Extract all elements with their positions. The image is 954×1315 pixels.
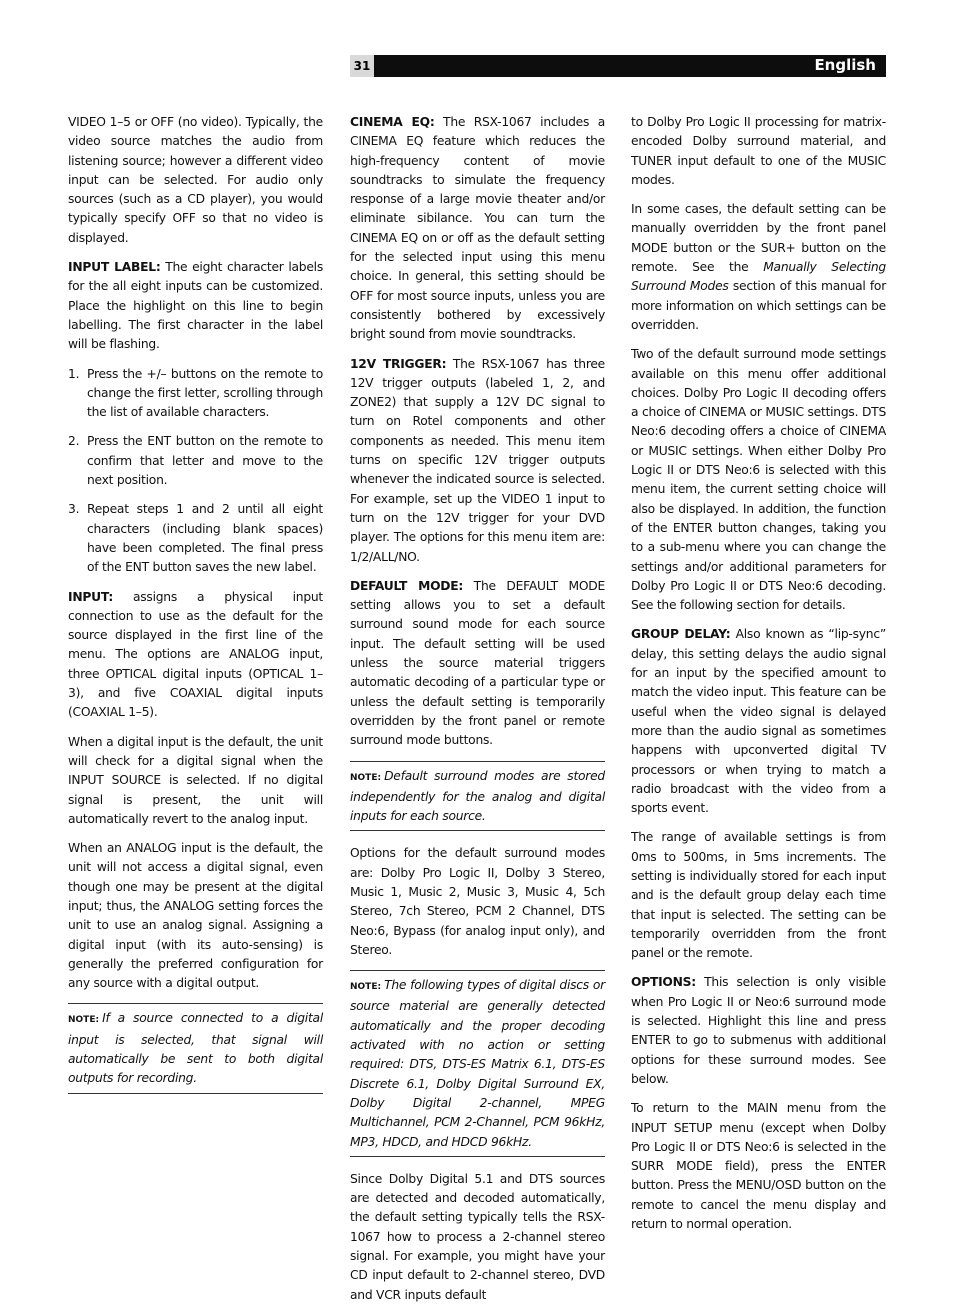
label-steps-list <box>68 365 323 578</box>
paragraph-12v-trigger: 12V TRIGGER: The RSX-1067 has three 12V trigger outputs (labeled 1, 2, and ZONE2) that supply a 12V DC signal to turn on Rotel components and other components as needed. This menu item turns on specific 12V trigger outputs whenever the indicated source is selected. For example, set up the VIDEO 1 input to turn on the 12V trigger for your DVD player. The options for this menu item are: 1/2/ALL/NO. <box>350 356 605 564</box>
paragraph-analog-default: When an ANALOG input is the default, the unit will not access a digital signal, even though one may be present at the digital input; thus, the ANALOG setting forces the unit to use an analog signal. Assigning a digital input (with its auto-sensing) is generally the preferred configuration for any source with a digital output. <box>68 841 323 991</box>
column-2 <box>350 113 605 1315</box>
list-item: 3. Repeat steps 1 and 2 until all eight characters (including blank spaces) have been completed. The final press of the ENT button saves the new label. <box>68 502 323 575</box>
heading-12v-trigger: 12V TRIGGER: <box>350 356 447 371</box>
paragraph-since-dolby: Since Dolby Digital 5.1 and DTS sources are detected and decoded automatically, the default setting typically tells the RSX-1067 how to process a 2-channel stereo signal. For example, you might have your CD input default to 2-channel stereo, DVD and VCR inputs default <box>350 1171 605 1302</box>
page-header-bar <box>350 55 886 77</box>
note-digital-outputs: NOTE: If a source connected to a digital input is selected, that signal will automatically be sent to both digital outputs for recording. <box>68 1003 323 1093</box>
paragraph-video-source: VIDEO 1–5 or OFF (no video). Typically, the video source matches the audio from listening source; however a different video input can be selected. For audio only sources (such as a CD player), you would typically specify OFF so that no video is displayed. <box>68 115 323 245</box>
language-label: English <box>814 56 876 74</box>
page-number: 31 <box>350 55 374 77</box>
column-1 <box>68 113 323 1107</box>
paragraph-continued: to Dolby Pro Logic II processing for matrix-encoded Dolby surround material, and TUNER input default to one of the MUSIC modes. <box>631 115 886 187</box>
paragraph-default-mode: DEFAULT MODE: The DEFAULT MODE setting allows you to set a default surround sound mode for each source input. The default setting will be used unless the source material triggers automatic decoding of a particular type or unless the default setting is temporarily overridden by the front panel or remote surround mode buttons. <box>350 578 606 748</box>
paragraph-input: INPUT: assigns a physical input connection to use as the default for the source displayed in the first line of the menu. The options are ANALOG input, three OPTICAL digital inputs (OPTICAL 1–3), and five COAXIAL digital inputs (COAXIAL 1–5). <box>68 589 323 720</box>
heading-group-delay: GROUP DELAY: <box>631 627 731 642</box>
paragraph-digital-default: When a digital input is the default, the unit will check for a digital signal when the INPUT SOURCE is selected. If no digital signal is present, the unit will automatically revert to the analog input. <box>68 734 323 826</box>
heading-default-mode: DEFAULT MODE: <box>350 578 464 593</box>
manual-section-reference: Manually Selecting Surround Modes <box>631 260 886 294</box>
heading-input-label: INPUT LABEL: <box>68 260 161 275</box>
note-surround-storage: NOTE: Default surround modes are stored independently for the analog and digital inputs for each source. <box>350 761 605 832</box>
paragraph-delay-range: The range of available settings is from 0ms to 500ms, in 5ms increments. The setting is individually stored for each input and is the default group delay each time that input is selected. The setting can be temporarily overridden from the front panel or the remote. <box>631 830 886 961</box>
heading-input: INPUT: <box>68 589 113 604</box>
paragraph-cinema-eq: CINEMA EQ: The RSX-1067 includes a CINEMA EQ feature which reduces the high-frequency content of movie soundtracks to simulate the frequency response of a large movie theater and/or eliminate sibilance. You can turn the CINEMA EQ on or off as the default setting for the selected input using this menu choice. In general, this setting should be OFF for most source inputs, unless you are consistently bothered by excessively bright sound from movie soundtracks. <box>350 115 605 342</box>
paragraph-options: OPTIONS: This selection is only visible when Pro Logic II or Neo:6 surround mode is selected. Highlight this line and press ENTER to go to submenus with additional options for these surround modes. See below. <box>631 975 886 1086</box>
paragraph-input-label: INPUT LABEL: The eight character labels for the all eight inputs can be customized. Place the highlight on this line to begin labelling. The first character in the label will be flashing. <box>68 260 323 352</box>
paragraph-additional-choices: Two of the default surround mode settings available on this menu offer additional choices. Dolby Pro Logic II decoding offers a choice of CINEMA or MUSIC settings. DTS Neo:6 decoding offers a choice of CINEMA or MUSIC settings. When either Dolby Pro Logic II or DTS Neo:6 is selected with this menu item, the current setting choice will also be displayed. In addition, the function of the ENTER button changes, taking you to a sub-menu where you can change the settings and/or additional parameters for Dolby Pro Logic II or DTS Neo:6 decoding. See the following section for details. <box>631 347 886 613</box>
list-item: 2. Press the ENT button on the remote to confirm that letter and move to the next position. <box>68 434 323 488</box>
paragraph-return-main: To return to the MAIN menu from the INPUT SETUP menu (except when Dolby Pro Logic II or DTS Neo:6 is selected in the SURR MODE field), press the ENTER button. Press the MENU/OSD button on the remote to cancel the menu display and return to normal operation. <box>631 1101 886 1232</box>
heading-cinema-eq: CINEMA EQ: <box>350 115 435 129</box>
note-auto-detect: NOTE: The following types of digital discs or source material are generally detected automatically and the proper decoding activated with no action or setting required: DTS, DTS-ES Matrix 6.1, DTS-ES Discrete 6.1, Dolby Digital Surround EX, Dolby Digital 2-channel, MPEG Multichannel, PCM 2-Channel, PCM 96kHz, MP3, HDCD, and HDCD 96kHz. <box>350 970 605 1157</box>
paragraph-group-delay: GROUP DELAY: Also known as “lip-sync” delay, this setting delays the audio signal for an input by the specified amount to match the video input. This feature can be useful when the video signal is delayed more than the audio signal as sometimes happens with upconverted digital TV processors or when trying to match a radio broadcast with the video from a sports event. <box>631 627 886 816</box>
paragraph-surround-options: Options for the default surround modes are: Dolby Pro Logic II, Dolby 3 Stereo, Music 1, Music 2, Music 3, Music 4, 5ch Stereo, 7ch Stereo, PCM 2 Channel, DTS Neo:6, Bypass (for analog input only), and Stereo. <box>350 846 605 957</box>
paragraph-override: In some cases, the default setting can be manually overridden by the front panel MODE button or the SUR+ button on the remote. See the Manually Selecting Surround Modes section of this manual for more information on which settings can be overridden. <box>631 202 886 332</box>
list-item: 1. Press the +/– buttons on the remote to change the first letter, scrolling through the list of available characters. <box>68 366 323 420</box>
heading-options: OPTIONS: <box>631 975 696 990</box>
column-3 <box>631 113 886 1244</box>
